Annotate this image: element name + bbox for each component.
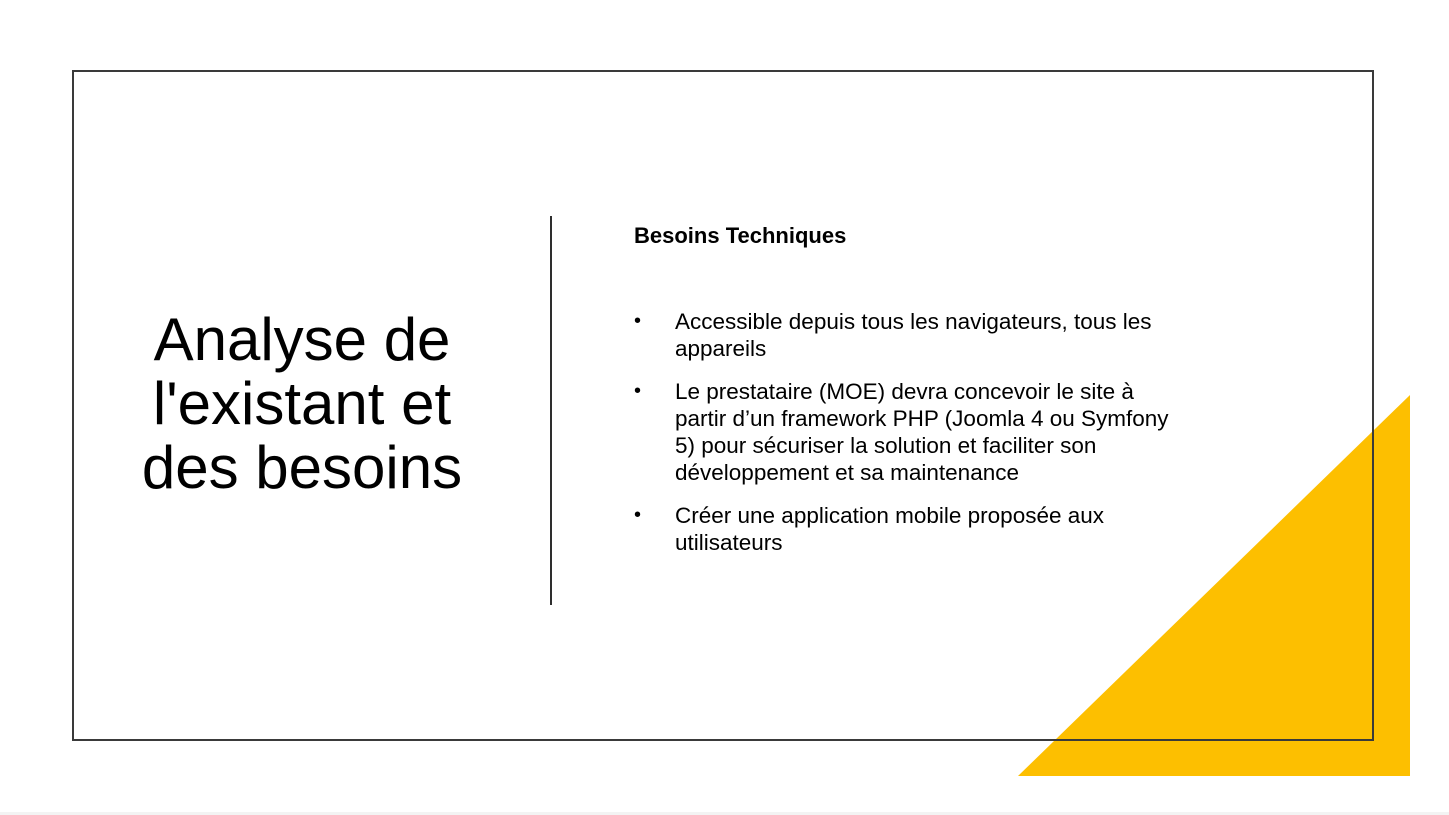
bullet-text: Le prestataire (MOE) devra concevoir le site à partir d’un framework PHP (Joomla 4 ou Symfony 5) pour sécuriser la solution et faciliter son développement et sa maintenance <box>675 379 1169 485</box>
bullet-text: Créer une application mobile proposée aux utilisateurs <box>675 503 1105 555</box>
bullet-list <box>634 308 1194 556</box>
bullet-text: Accessible depuis tous les navigateurs, tous les appareils <box>675 309 1152 361</box>
bullet-item <box>634 378 1175 486</box>
section-heading: Besoins Techniques <box>634 223 847 248</box>
content-panel <box>634 222 1194 572</box>
bullet-item <box>634 308 1175 362</box>
bullet-icon: • <box>634 310 642 332</box>
bullet-icon: • <box>634 380 642 402</box>
vertical-divider <box>550 216 552 605</box>
slide-title: Analyse de l'existant et des besoins <box>141 306 463 501</box>
bullet-icon: • <box>634 504 642 526</box>
bullet-item <box>634 502 1175 556</box>
